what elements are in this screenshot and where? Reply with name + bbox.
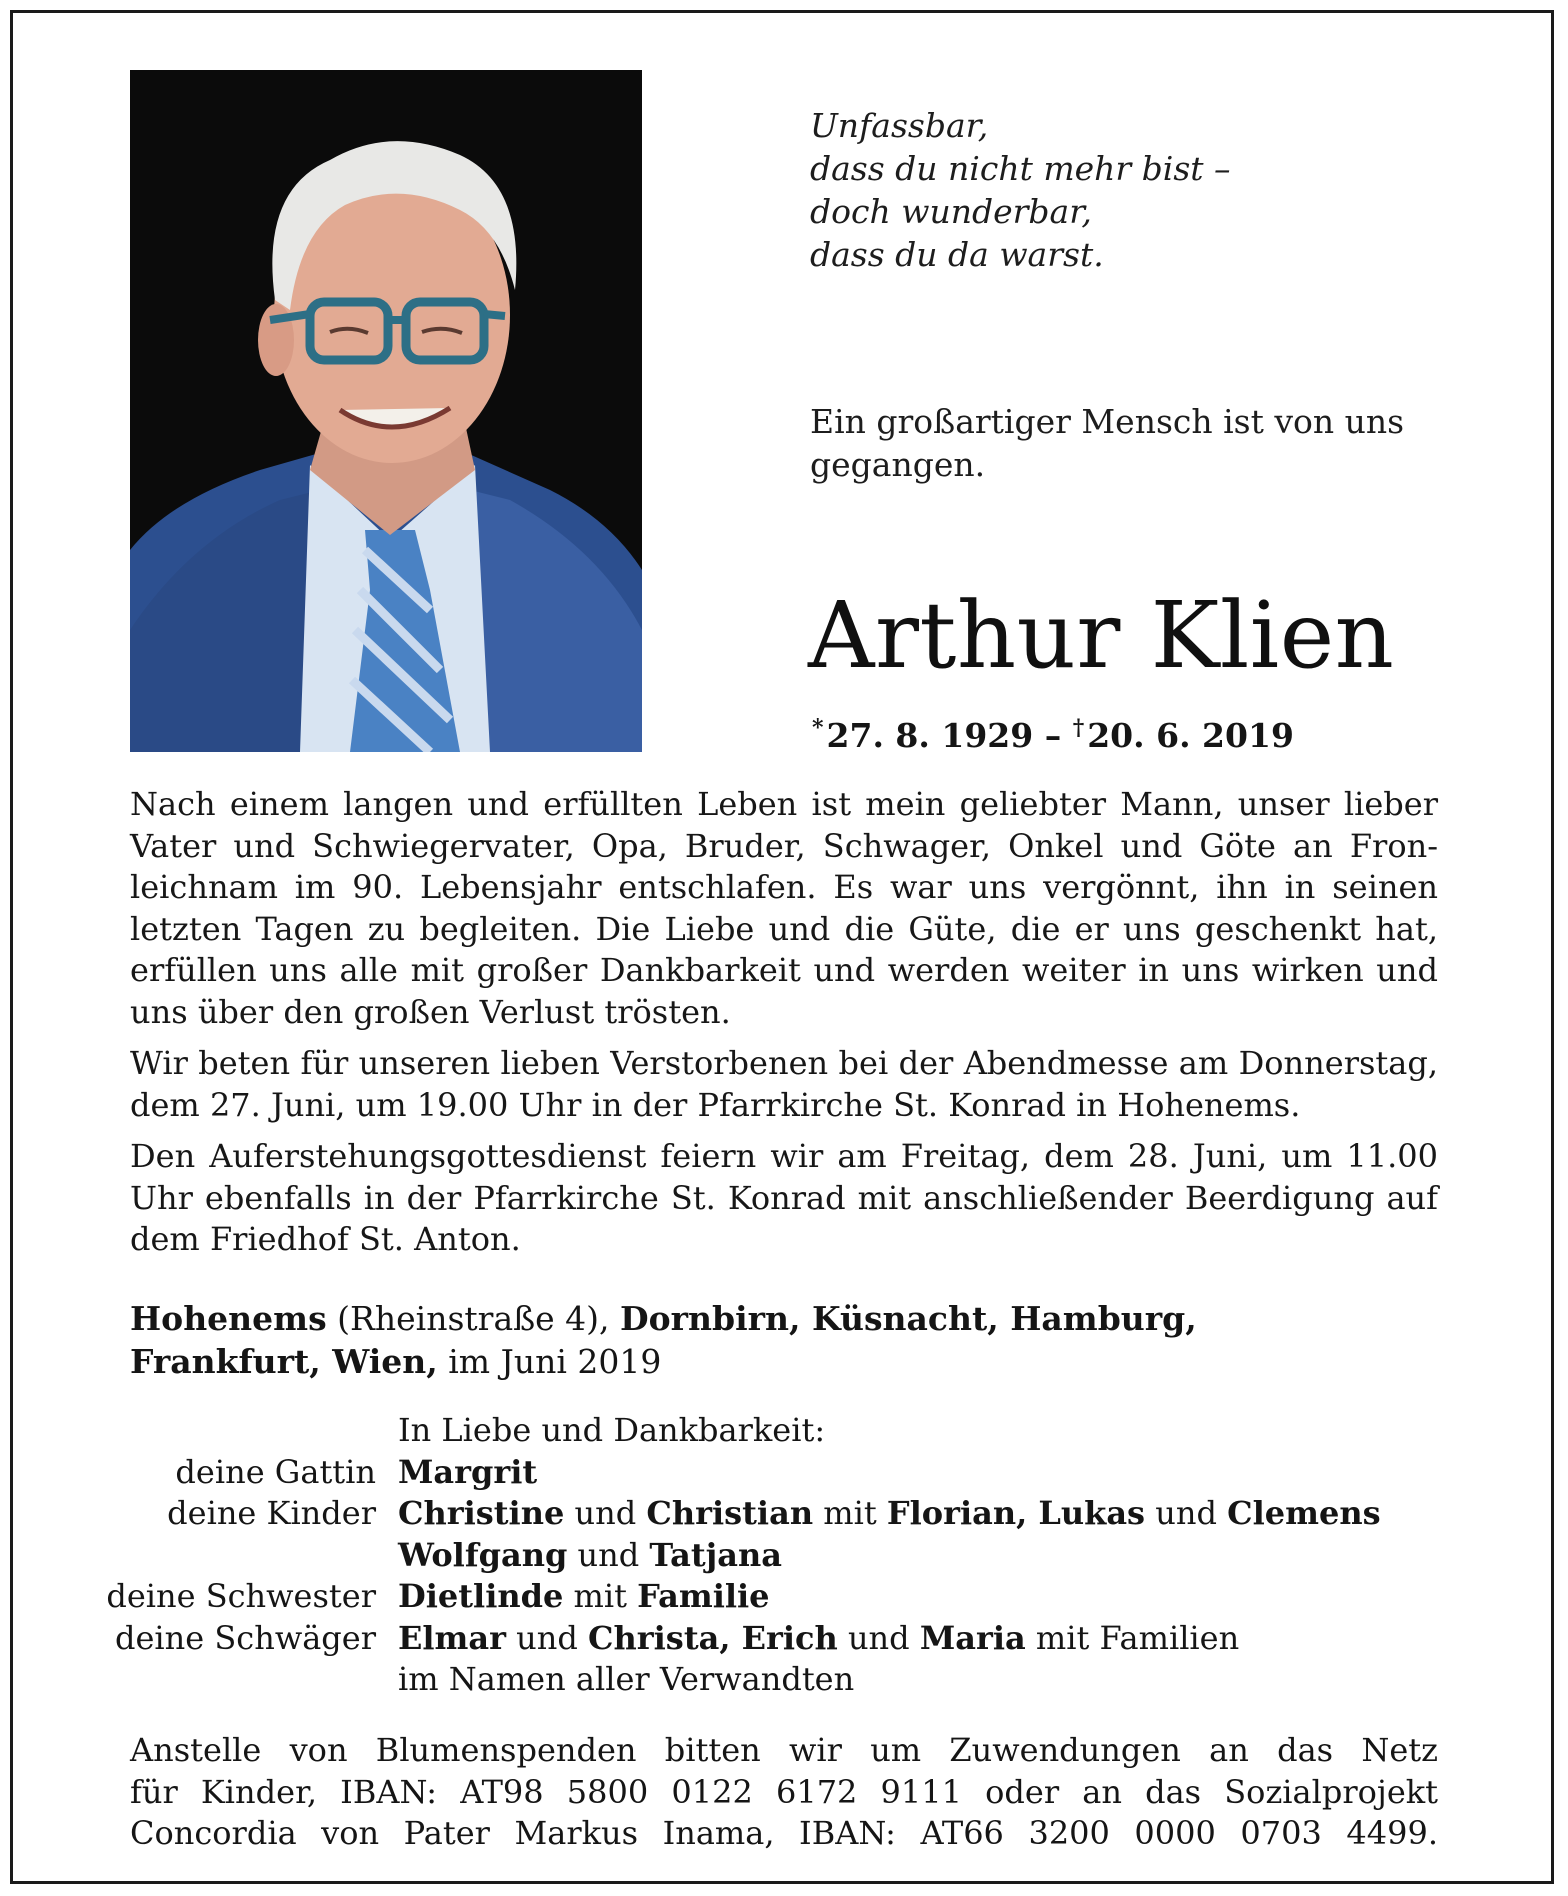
date-separator: – bbox=[1044, 716, 1062, 755]
family-heading: In Liebe und Dankbarkeit: bbox=[398, 1411, 826, 1449]
poem-line: dass du nicht mehr bist – bbox=[810, 149, 1231, 188]
family-role: deine Kinder bbox=[167, 1494, 376, 1532]
life-dates bbox=[812, 708, 1294, 756]
family-row bbox=[100, 1576, 1500, 1618]
donation-note bbox=[130, 1730, 1438, 1855]
family-name: Wolfgang bbox=[398, 1535, 568, 1574]
family-name: Dietlinde bbox=[398, 1577, 564, 1615]
family-row bbox=[100, 1493, 1500, 1535]
donation-line: Anstelle von Blumenspenden bitten wir um Zuwendungen an das Netz bbox=[130, 1731, 1438, 1769]
family-role: deine Schwäger bbox=[114, 1618, 376, 1657]
deceased-name: Arthur Klien bbox=[808, 582, 1395, 689]
family-name: Tatjana bbox=[649, 1535, 782, 1574]
family-connector: und bbox=[564, 1494, 647, 1532]
body-paragraph: Den Auferstehungsgottesdienst feiern wir am Freitag, dem 28. Juni, um 11.00 Uhr ebenfalls in der Pfarrkirche St. Konrad mit anschließender Beerdigung auf dem Friedhof St. Anton. bbox=[130, 1137, 1438, 1258]
poem bbox=[810, 104, 1370, 276]
family-name: Christian bbox=[646, 1494, 814, 1532]
intro-text: Ein großartiger Mensch ist von uns gegangen. bbox=[810, 402, 1405, 484]
family-role: deine Gattin bbox=[175, 1452, 376, 1491]
family-name: Elmar bbox=[398, 1618, 506, 1657]
poem-line: doch wunderbar, bbox=[810, 192, 1092, 231]
place-cities: Dornbirn, Küsnacht, Hamburg, bbox=[620, 1299, 1197, 1338]
family-connector: und bbox=[567, 1535, 650, 1574]
family-connector: und bbox=[837, 1618, 920, 1657]
family-row bbox=[100, 1452, 1500, 1494]
birth-date: 27. 8. 1929 bbox=[826, 716, 1034, 755]
relatives-line: im Namen aller Verwandten bbox=[398, 1660, 855, 1698]
family-name: Margrit bbox=[398, 1452, 538, 1491]
family-name: Christa, Erich bbox=[588, 1618, 838, 1657]
family-name: Florian, Lukas bbox=[886, 1494, 1146, 1532]
donation-line: für Kinder, IBAN: AT98 5800 0122 6172 9111 oder an das Sozialprojekt bbox=[130, 1772, 1438, 1811]
death-symbol: † bbox=[1072, 715, 1085, 741]
place-cities: Frankfurt, Wien, bbox=[130, 1342, 438, 1381]
family-name: Maria bbox=[919, 1618, 1026, 1657]
family-role: deine Schwester bbox=[106, 1577, 376, 1615]
family-name: Familie bbox=[637, 1577, 770, 1615]
family-name: Christine bbox=[398, 1494, 565, 1532]
donation-line: Concordia von Pater Markus Inama, IBAN: AT66 3200 0000 0703 4499. bbox=[130, 1814, 1438, 1852]
poem-line: Unfassbar, bbox=[810, 106, 989, 145]
portrait-illustration bbox=[130, 70, 642, 752]
family-connector: mit Familien bbox=[1025, 1618, 1240, 1657]
family-connector: und bbox=[1145, 1494, 1228, 1532]
place-city: Hohenems bbox=[130, 1299, 327, 1338]
family-connector: und bbox=[506, 1618, 589, 1657]
family-connector: mit bbox=[563, 1577, 638, 1615]
obituary-body bbox=[130, 784, 1438, 1267]
place-address: (Rheinstraße 4), bbox=[326, 1299, 621, 1338]
poem-line: dass du da warst. bbox=[810, 235, 1104, 274]
family-name: Clemens bbox=[1227, 1494, 1381, 1532]
body-paragraph: Nach einem langen und erfüllten Leben ist mein geliebter Mann, unser lieber Vater und Schwiegervater, Opa, Bruder, Schwager, Onkel und Göte an Fronleichnam im 90. Lebensjahr entschlafen. Es war uns vergönnt, ihn in seinen letzten Tagen zu begleiten. Die Liebe und die Güte, die er uns geschenkt hat, erfüllen uns alle mit großer Dankbarkeit und werden weiter in uns wirken und uns über den großen Verlust trösten. bbox=[130, 785, 1438, 1031]
place-and-date bbox=[130, 1297, 1430, 1383]
body-paragraph: Wir beten für unseren lieben Verstorbenen bei der Abendmesse am Donnerstag, dem 27. Juni, um 19.00 Uhr in der Pfarrkirche St. Konrad in Hohenems. bbox=[130, 1044, 1438, 1124]
portrait-photo bbox=[130, 70, 642, 752]
death-date: 20. 6. 2019 bbox=[1087, 716, 1294, 755]
birth-symbol: * bbox=[812, 715, 824, 741]
family-row bbox=[100, 1618, 1500, 1660]
family-row bbox=[100, 1535, 1500, 1577]
family-connector: mit bbox=[813, 1494, 887, 1532]
family-list bbox=[100, 1410, 1500, 1701]
place-month: im Juni 2019 bbox=[437, 1342, 662, 1381]
